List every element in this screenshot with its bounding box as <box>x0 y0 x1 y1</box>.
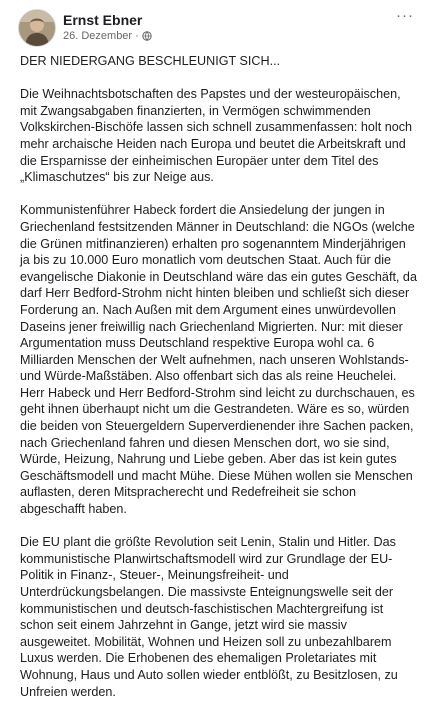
meta-separator: · <box>135 30 139 42</box>
avatar-image-icon <box>19 10 55 46</box>
post-meta <box>63 30 152 42</box>
post-paragraph: Die Weihnachtsbotschaften des Papstes und der westeuropäischen, mit Zwangsabgaben finanzierten, in Vermögen schwimmenden Volkskirchen-Bischöfe lassen sich schnell zusammenfassen: holt noch mehr archaische Heiden nach Europa und beutet die Arbeitskraft und die Ersparnisse der einheimischen Europäer unter dem Titel des „Klimaschutzes“ bis zur Neige aus. <box>20 87 412 185</box>
post-body <box>20 53 419 717</box>
post-date[interactable]: 26. Dezember <box>63 30 133 42</box>
post-paragraph: Die EU plant die größte Revolution seit Lenin, Stalin und Hitler. Das kommunistische Planwirtschaftsmodell wird zur Grundlage der EU-Politik in Finanz-, Steuer-, Meinungsfreiheit- und Unterdrückungsbelangen. Die massivste Enteignungswelle seit der kommunistischen und deutsch-faschistischen Machtergreifung ist schon seit einem Jahrzehnt in Gange, jetzt wird sie massiv ausgeweitet. Mobilität, Wohnen und Heizen soll zu unbezahlbarem Luxus werden. Die Erhobenen des ehemaligen Proletariates mit Wohnung, Haus und Auto sollen wieder entblößt, zu Besitzlosen, zu Unfreien werden. <box>20 535 398 699</box>
globe-icon[interactable] <box>142 31 152 41</box>
author-avatar[interactable] <box>18 9 56 47</box>
post-paragraph: Kommunistenführer Habeck fordert die Ansiedelung der jungen in Griechenland festsitzenden Männer in Deutschland: die NGOs (welche die Grünen mitfinanzieren) erhalten pro sogenanntem Minderjährigen ja bis zu 10.000 Euro monatlich vom deutschen Staat. Auch für die evangelische Diakonie in Deutschland wäre das ein gutes Geschäft, da darf Herr Bedford-Strohm nicht hinten bleiben und schließt sich dieser Forderung an. Nach Außen mit dem Argument eines unwürdevollen Daseins jener freiwillig nach Griechenland Migrierten. Nur: mit dieser Argumentation muss Deutschland respektive Europa wohl ca. 6 Milliarden Menschen der Welt aufnehmen, nach unseren Wohlstands- und Würde-Maßstäben. Also offenbart sich das als reine Heuchelei. Herr Habeck und Herr Bedford-Strohm sind leicht zu durchschauen, es geht ihnen überhaupt nicht um die Gestrandeten. Wäre es so, würden die beiden von Steuergeldern Superverdienender ihre Sachen packen, nach Griechenland fahren und diesen Menschen dort, wo sie sind, Würde, Heizung, Nahrung und Liebe geben. Aber das ist kein gutes Geschäftsmodell und macht Mühe. Diese Mühen wollen sie Menschen auflasten, deren Mitspracherecht und Redefreiheit sie schon abgeschafft haben. <box>20 203 417 517</box>
post-headline: DER NIEDERGANG BESCHLEUNIGT SICH... <box>20 54 281 68</box>
more-options-button[interactable]: ··· <box>396 7 414 24</box>
author-name[interactable]: Ernst Ebner <box>63 12 143 28</box>
post-header <box>18 9 417 49</box>
